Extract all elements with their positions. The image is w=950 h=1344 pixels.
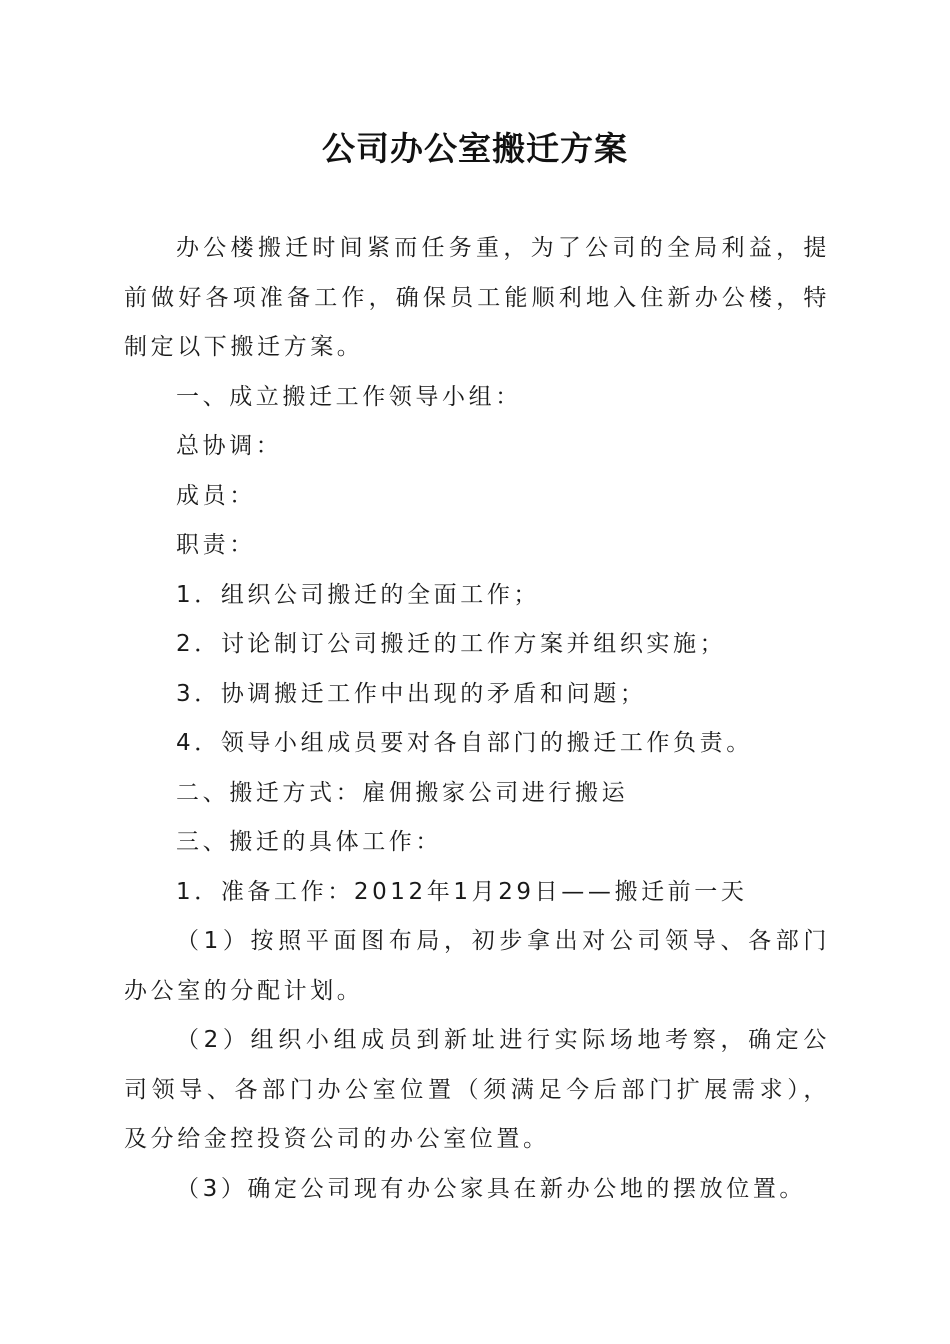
prep-item-1: （1）按照平面图布局，初步拿出对公司领导、各部门办公室的分配计划。 — [124, 928, 830, 1004]
section-1-heading: 一、成立搬迁工作领导小组： — [176, 383, 522, 410]
intro-paragraph: 办公楼搬迁时间紧而任务重，为了公司的全局利益，提前做好各项准备工作，确保员工能顺利地入住新办公楼，特制定以下搬迁方案。 — [124, 235, 830, 360]
section-3-heading: 三、搬迁的具体工作： — [176, 829, 442, 855]
duty-item-3: 3．协调搬迁工作中出现的矛盾和问题； — [176, 680, 647, 707]
duties-line: 职责： — [176, 532, 256, 558]
document-title: 公司办公室搬迁方案 — [322, 129, 628, 168]
prep-item-3: （3）确定公司现有办公家具在新办公地的摆放位置。 — [176, 1175, 807, 1202]
prep-work-line: 1．准备工作：2012年1月29日——搬迁前一天 — [176, 878, 748, 905]
coordinator-line: 总协调： — [176, 433, 283, 459]
document-body — [124, 224, 830, 1214]
duty-item-2: 2．讨论制订公司搬迁的工作方案并组织实施； — [176, 631, 727, 657]
duty-item-4: 4．领导小组成员要对各自部门的搬迁工作负责。 — [176, 730, 753, 756]
members-line: 成员： — [176, 482, 256, 509]
section-2-heading: 二、搬迁方式：雇佣搬家公司进行搬运 — [176, 779, 629, 806]
duty-item-1: 1．组织公司搬迁的全面工作； — [176, 581, 541, 608]
prep-item-2: （2）组织小组成员到新址进行实际场地考察，确定公司领导、各部门办公室位置（须满足今后部门扩展需求），及分给金控投资公司的办公室位置。 — [124, 1027, 830, 1152]
